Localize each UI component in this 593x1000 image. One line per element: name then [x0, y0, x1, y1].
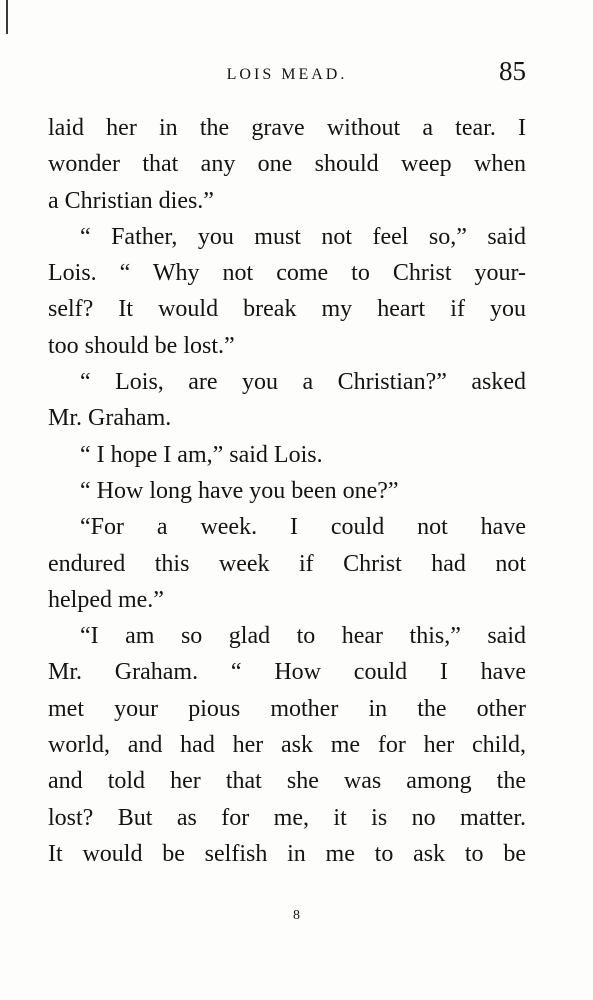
- text-line: “For a week. I could not have: [80, 514, 526, 541]
- running-head: LOIS MEAD.: [226, 66, 348, 83]
- text-line: “I am so glad to hear this,” said: [80, 623, 526, 650]
- text-line: laid her in the grave without a tear. I: [48, 115, 526, 141]
- text-line: helped me.”: [48, 586, 164, 613]
- text-line: “ Lois, are you a Christian?” asked: [80, 369, 526, 396]
- text-line: endured this week if Christ had not: [48, 550, 526, 577]
- page-header: [48, 56, 526, 96]
- text-line: Mr. Graham. “ How could I have: [48, 659, 526, 686]
- text-line: met your pious mother in the other: [48, 695, 526, 722]
- text-line: wonder that any one should weep when: [48, 151, 526, 178]
- text-line: a Christian dies.”: [48, 187, 214, 214]
- text-line: It would be selfish in me to ask to be: [48, 840, 526, 867]
- page-edge-mark: [6, 0, 8, 34]
- signature-mark: 8: [293, 908, 300, 923]
- body-text: [48, 110, 526, 872]
- text-line: too should be lost.”: [48, 332, 235, 359]
- text-line: lost? But as for me, it is no matter.: [48, 804, 526, 831]
- text-line: “ How long have you been one?”: [80, 477, 399, 504]
- text-line: Mr. Graham.: [48, 405, 172, 432]
- text-line: world, and had her ask me for her child,: [48, 732, 526, 759]
- text-line: and told her that she was among the: [48, 768, 526, 795]
- text-line: “ Father, you must not feel so,” said: [80, 223, 526, 250]
- text-line: Lois. “ Why not come to Christ your-: [48, 260, 526, 287]
- text-line: “ I hope I am,” said Lois.: [80, 441, 323, 468]
- page-number: 85: [499, 56, 526, 86]
- text-line: self? It would break my heart if you: [48, 296, 526, 323]
